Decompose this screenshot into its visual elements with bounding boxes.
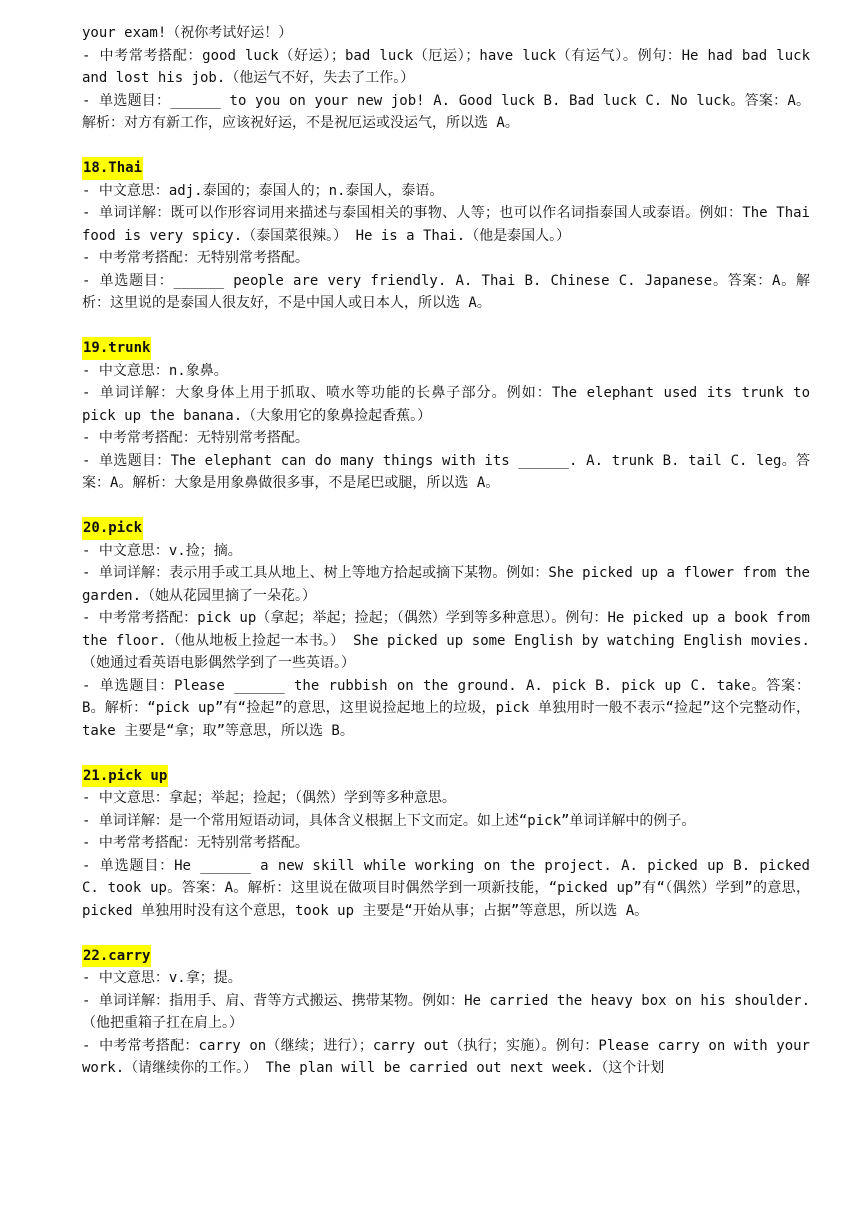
entry-trunk (82, 337, 819, 495)
entry-line: - 单选题目：He ______ a new skill while working on the project. A. picked up B. picked C. took up。答案：A。解析：这里说在做项目时偶然学到一项新技能，“picked up”有“（偶然）学到”的意思，picked 单独用时没有这个意思，took up 主要是“开始从事；占据”等意思，所以选 A。 (82, 857, 819, 919)
entry-line: - 中考常考搭配：无特别常考搭配。 (82, 250, 309, 266)
entry-heading: 21.pick up (82, 765, 168, 788)
entry-heading: 20.pick (82, 517, 143, 540)
entry-line: - 中考常考搭配：无特别常考搭配。 (82, 835, 309, 851)
entry-heading: 19.trunk (82, 337, 151, 360)
intro-line: - 单选题目：______ to you on your new job! A. Good luck B. Bad luck C. No luck。答案：A。解析：对方有新工作，应该祝好运，不是祝厄运或没运气，所以选 A。 (82, 92, 810, 131)
entry-line: - 单词详解：既可以作形容词用来描述与泰国相关的事物、人等；也可以作名词指泰国人或泰语。例如：The Thai food is very spicy.（泰国菜很辣。） He is a Thai.（他是泰国人。） (82, 205, 819, 244)
intro-block (82, 22, 819, 135)
document-page (82, 22, 819, 1080)
entry-carry (82, 945, 819, 1080)
entry-line: - 单词详解：指用手、肩、背等方式搬运、携带某物。例如：He carried the heavy box on his shoulder.（他把重箱子扛在肩上。） (82, 992, 810, 1031)
entry-line: - 中文意思：n.象鼻。 (82, 362, 228, 379)
entry-line: - 中文意思：v.拿；提。 (82, 970, 242, 986)
entry-thai (82, 157, 819, 315)
entry-heading: 18.Thai (82, 157, 143, 180)
entry-line: - 单选题目：The elephant can do many things with its ______. A. trunk B. tail C. leg。答案：A。解析：大象是用象鼻做很多事，不是尾巴或腿，所以选 A。 (82, 452, 810, 491)
intro-line: - 中考常考搭配：good luck（好运）；bad luck（厄运）；have luck（有运气）。例句：He had bad luck and lost his job.（他运气不好，失去了工作。） (82, 47, 819, 86)
entry-line: - 中文意思：v.捡；摘。 (82, 542, 242, 559)
entry-line: - 中文意思：adj.泰国的；泰国人的；n.泰国人，泰语。 (82, 182, 444, 199)
entry-line: - 中文意思：拿起；举起；捡起；（偶然）学到等多种意思。 (82, 790, 456, 806)
entry-pick (82, 517, 819, 742)
entry-line: - 单词详解：是一个常用短语动词，具体含义根据上下文而定。如上述“pick”单词详解中的例子。 (82, 812, 696, 829)
entry-line: - 单词详解：大象身体上用于抓取、喷水等功能的长鼻子部分。例如：The elephant used its trunk to pick up the banana.（大象用它的象鼻捡起香蕉。） (82, 385, 819, 424)
entry-heading: 22.carry (82, 945, 151, 968)
entry-line: - 单选题目：______ people are very friendly. A. Thai B. Chinese C. Japanese。答案：A。解析：这里说的是泰国人很友好，不是中国人或日本人，所以选 A。 (82, 272, 810, 311)
entry-line: - 单词详解：表示用手或工具从地上、树上等地方拾起或摘下某物。例如：She picked up a flower from the garden.（她从花园里摘了一朵花。） (82, 565, 819, 604)
entry-line: - 中考常考搭配：无特别常考搭配。 (82, 430, 309, 446)
entry-line: - 中考常考搭配：carry on（继续；进行）；carry out（执行；实施）。例句：Please carry on with your work.（请继续你的工作。） The plan will be carried out next week.（这个计划 (82, 1037, 819, 1076)
intro-line: your exam!（祝你考试好运！） (82, 25, 293, 41)
entry-line: - 中考常考搭配：pick up（拿起；举起；捡起；（偶然）学到等多种意思）。例句：He picked up a book from the floor.（他从地板上捡起一本书。） She picked up some English by watching English movies.（她通过看英语电影偶然学到了一些英语。） (82, 610, 819, 671)
entry-pick-up (82, 765, 819, 923)
entry-line: - 单选题目：Please ______ the rubbish on the ground. A. pick B. pick up C. take。答案：B。解析：“pick up”有“捡起”的意思，这里说捡起地上的垃圾，pick 单独用时一般不表示“捡起”这个完整动作，take 主要是“拿；取”等意思，所以选 B。 (82, 677, 810, 739)
